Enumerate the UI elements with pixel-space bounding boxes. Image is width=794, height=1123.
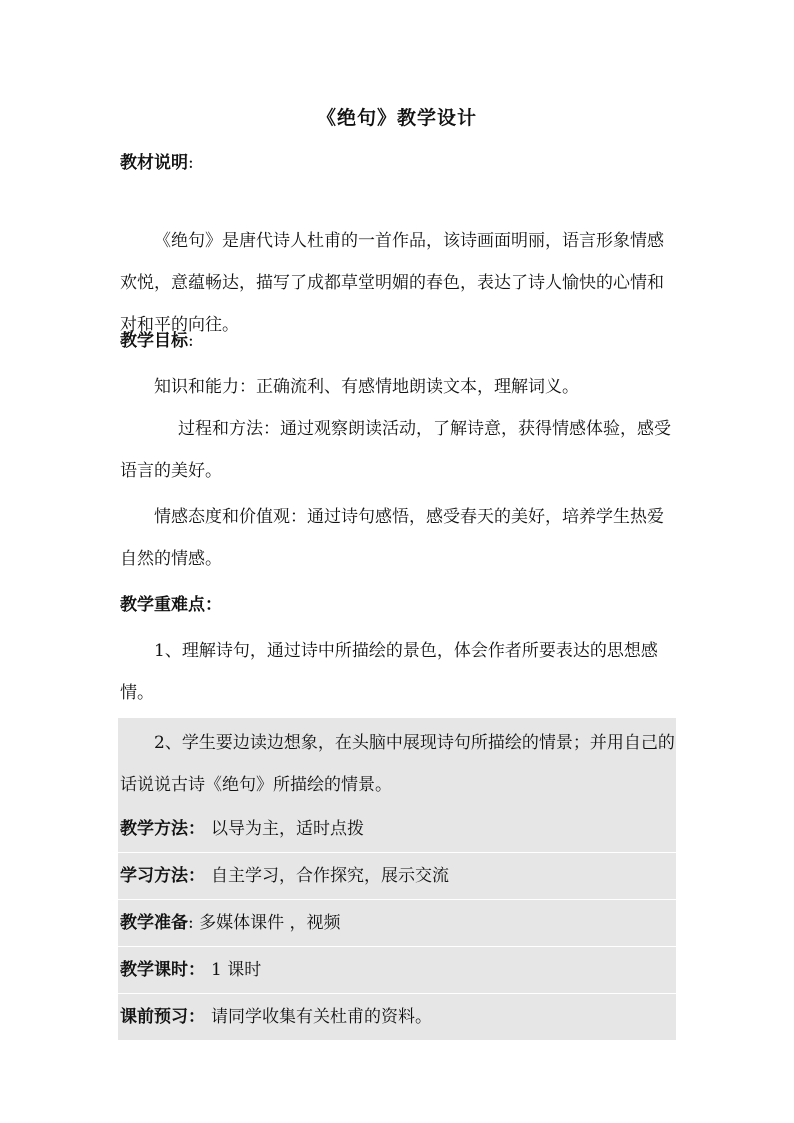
detail-label: 学习方法： <box>120 866 205 886</box>
goals-heading-suffix: : <box>188 331 194 351</box>
document-title: 《绝句》教学设计 <box>316 107 477 129</box>
detail-row-learning <box>118 853 676 899</box>
goal-process: 过程和方法：通过观察朗读活动，了解诗意，获得情感体验，感受语言的美好。 <box>120 419 671 481</box>
material-paragraph: 《绝句》是唐代诗人杜甫的一首作品，该诗画面明丽，语言形象情感欢悦，意蕴畅达，描写了成都草堂明媚的春色，表达了诗人愉快的心情和对和平的向往。 <box>120 231 664 335</box>
detail-value: 自主学习，合作探究，展示交流 <box>211 866 449 886</box>
material-heading: 教材说明 <box>120 153 188 173</box>
goal-emotion: 情感态度和价值观：通过诗句感悟，感受春天的美好，培养学生热爱自然的情感。 <box>120 507 664 569</box>
detail-value: 1 课时 <box>211 960 262 980</box>
detail-label: 教学准备 <box>120 913 188 933</box>
detail-label: 教学课时： <box>120 960 205 980</box>
key-points-heading: 教学重难点： <box>120 595 222 615</box>
material-heading-suffix: : <box>188 153 194 173</box>
goals-heading: 教学目标 <box>120 331 188 351</box>
detail-label: 课前预习： <box>120 1007 205 1027</box>
detail-value: 请同学收集有关杜甫的资料。 <box>211 1007 432 1027</box>
detail-row-hours <box>118 947 676 993</box>
detail-value: 以导为主，适时点拨 <box>211 819 364 839</box>
goals-heading-line <box>120 320 676 362</box>
detail-row-preview <box>118 994 676 1040</box>
detail-value: : 多媒体课件 ，视频 <box>188 913 341 933</box>
detail-label: 教学方法： <box>120 819 205 839</box>
key-point-1: 1、理解诗句，通过诗中所描绘的景色，体会作者所要表达的思想感情。 <box>120 641 658 703</box>
detail-row-method <box>118 806 676 852</box>
material-heading-line <box>120 142 676 184</box>
goal-knowledge: 知识和能力：正确流利、有感情地朗读文本，理解词义。 <box>154 377 579 397</box>
detail-row-preparation <box>118 900 676 946</box>
key-point-2: 2、学生要边读边想象，在头脑中展现诗句所描绘的情景；并用自己的话说说古诗《绝句》所描绘的情景。 <box>120 733 675 795</box>
